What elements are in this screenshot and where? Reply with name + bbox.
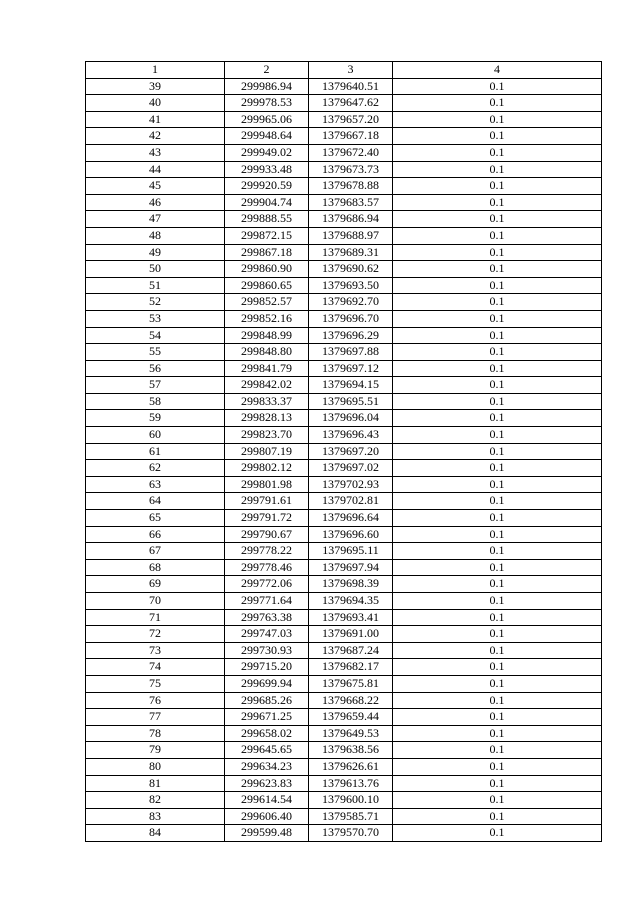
- table-cell-col-4: 0.1: [393, 144, 602, 161]
- table-cell-col-1: 41: [86, 111, 225, 128]
- table-cell-col-3: 1379668.22: [309, 692, 393, 709]
- table-cell-col-4: 0.1: [393, 460, 602, 477]
- table-cell-col-4: 0.1: [393, 792, 602, 809]
- table-cell-col-2: 299867.18: [225, 244, 309, 261]
- table-cell-col-3: 1379696.64: [309, 510, 393, 527]
- coordinates-table: [85, 61, 602, 842]
- table-cell-col-2: 299771.64: [225, 593, 309, 610]
- table-cell-col-2: 299852.16: [225, 310, 309, 327]
- table-cell-col-4: 0.1: [393, 526, 602, 543]
- table-row: [86, 95, 602, 112]
- table-cell-col-2: 299801.98: [225, 476, 309, 493]
- table-cell-col-1: 65: [86, 510, 225, 527]
- table-cell-col-1: 72: [86, 626, 225, 643]
- table-cell-col-2: 299671.25: [225, 709, 309, 726]
- table-row: [86, 510, 602, 527]
- table-cell-col-1: 67: [86, 543, 225, 560]
- table-cell-col-2: 299763.38: [225, 609, 309, 626]
- table-cell-col-3: 1379697.88: [309, 344, 393, 361]
- table-cell-col-3: 1379696.04: [309, 410, 393, 427]
- table-cell-col-3: 1379695.51: [309, 393, 393, 410]
- table-row: [86, 211, 602, 228]
- table-cell-col-3: 1379659.44: [309, 709, 393, 726]
- table-cell-col-4: 0.1: [393, 675, 602, 692]
- table-cell-col-2: 299730.93: [225, 642, 309, 659]
- table-cell-col-4: 0.1: [393, 227, 602, 244]
- table-row: [86, 576, 602, 593]
- table-cell-col-3: 1379675.81: [309, 675, 393, 692]
- table-cell-col-3: 1379600.10: [309, 792, 393, 809]
- table-cell-col-3: 1379697.94: [309, 559, 393, 576]
- table-cell-col-3: 1379697.02: [309, 460, 393, 477]
- table-cell-col-3: 1379692.70: [309, 294, 393, 311]
- table-cell-col-2: 299634.23: [225, 758, 309, 775]
- table-cell-col-1: 83: [86, 808, 225, 825]
- table-cell-col-1: 76: [86, 692, 225, 709]
- table-cell-col-4: 0.1: [393, 211, 602, 228]
- table-cell-col-2: 299614.54: [225, 792, 309, 809]
- table-cell-col-4: 0.1: [393, 476, 602, 493]
- table-cell-col-3: 1379697.12: [309, 360, 393, 377]
- table-cell-col-2: 299823.70: [225, 427, 309, 444]
- table-cell-col-1: 66: [86, 526, 225, 543]
- table-cell-col-1: 52: [86, 294, 225, 311]
- table-cell-col-3: 1379696.70: [309, 310, 393, 327]
- table-cell-col-4: 0.1: [393, 161, 602, 178]
- table-cell-col-3: 1379691.00: [309, 626, 393, 643]
- table-row: [86, 758, 602, 775]
- table-cell-col-1: 55: [86, 344, 225, 361]
- table-cell-col-3: 1379702.93: [309, 476, 393, 493]
- table-row: [86, 642, 602, 659]
- table-row: [86, 377, 602, 394]
- table-cell-col-1: 49: [86, 244, 225, 261]
- table-cell-col-1: 77: [86, 709, 225, 726]
- table-row: [86, 261, 602, 278]
- table-cell-col-4: 0.1: [393, 393, 602, 410]
- table-cell-col-1: 46: [86, 194, 225, 211]
- table-cell-col-3: 1379694.15: [309, 377, 393, 394]
- table-cell-col-2: 299778.22: [225, 543, 309, 560]
- table-cell-col-2: 299965.06: [225, 111, 309, 128]
- table-cell-col-1: 42: [86, 128, 225, 145]
- table-cell-col-1: 68: [86, 559, 225, 576]
- table-cell-col-4: 0.1: [393, 626, 602, 643]
- table-cell-col-4: 0.1: [393, 543, 602, 560]
- table-cell-col-1: 45: [86, 178, 225, 195]
- table-cell-col-1: 69: [86, 576, 225, 593]
- table-cell-col-3: 1379702.81: [309, 493, 393, 510]
- table-cell-col-3: 1379693.50: [309, 277, 393, 294]
- table-row: [86, 227, 602, 244]
- table-cell-col-2: 299949.02: [225, 144, 309, 161]
- table-cell-col-3: 1379638.56: [309, 742, 393, 759]
- table-cell-col-1: 43: [86, 144, 225, 161]
- table-cell-col-1: 51: [86, 277, 225, 294]
- table-cell-col-1: 78: [86, 725, 225, 742]
- table-cell-col-1: 56: [86, 360, 225, 377]
- table-cell-col-4: 0.1: [393, 410, 602, 427]
- table-cell-col-3: 1379672.40: [309, 144, 393, 161]
- table-row: [86, 725, 602, 742]
- table-cell-col-2: 299778.46: [225, 559, 309, 576]
- table-cell-col-1: 79: [86, 742, 225, 759]
- table-cell-col-4: 0.1: [393, 360, 602, 377]
- table-row: [86, 460, 602, 477]
- table-cell-col-4: 0.1: [393, 344, 602, 361]
- table-cell-col-3: 1379626.61: [309, 758, 393, 775]
- column-header-1: 1: [86, 62, 225, 79]
- table-cell-col-1: 50: [86, 261, 225, 278]
- table-row: [86, 360, 602, 377]
- table-row: [86, 559, 602, 576]
- table-cell-col-4: 0.1: [393, 95, 602, 112]
- table-cell-col-1: 40: [86, 95, 225, 112]
- table-cell-col-3: 1379613.76: [309, 775, 393, 792]
- table-cell-col-4: 0.1: [393, 178, 602, 195]
- table-cell-col-1: 81: [86, 775, 225, 792]
- table-cell-col-1: 47: [86, 211, 225, 228]
- table-cell-col-4: 0.1: [393, 692, 602, 709]
- table-row: [86, 294, 602, 311]
- table-cell-col-4: 0.1: [393, 576, 602, 593]
- table-cell-col-2: 299852.57: [225, 294, 309, 311]
- table-cell-col-4: 0.1: [393, 758, 602, 775]
- table-cell-col-1: 80: [86, 758, 225, 775]
- table-cell-col-4: 0.1: [393, 642, 602, 659]
- table-cell-col-1: 70: [86, 593, 225, 610]
- table-row: [86, 659, 602, 676]
- table-cell-col-4: 0.1: [393, 443, 602, 460]
- table-header-row: [86, 62, 602, 79]
- table-cell-col-4: 0.1: [393, 427, 602, 444]
- table-cell-col-4: 0.1: [393, 659, 602, 676]
- table-cell-col-1: 71: [86, 609, 225, 626]
- table-cell-col-3: 1379697.20: [309, 443, 393, 460]
- table-row: [86, 244, 602, 261]
- table-cell-col-1: 64: [86, 493, 225, 510]
- table-cell-col-4: 0.1: [393, 742, 602, 759]
- table-row: [86, 775, 602, 792]
- table-cell-col-1: 74: [86, 659, 225, 676]
- table-cell-col-1: 57: [86, 377, 225, 394]
- column-header-2: 2: [225, 62, 309, 79]
- table-row: [86, 78, 602, 95]
- table-cell-col-2: 299828.13: [225, 410, 309, 427]
- table-cell-col-3: 1379570.70: [309, 825, 393, 842]
- table-cell-col-2: 299772.06: [225, 576, 309, 593]
- table-cell-col-4: 0.1: [393, 111, 602, 128]
- table-cell-col-4: 0.1: [393, 609, 602, 626]
- table-cell-col-3: 1379688.97: [309, 227, 393, 244]
- table-cell-col-2: 299685.26: [225, 692, 309, 709]
- table-row: [86, 742, 602, 759]
- table-cell-col-4: 0.1: [393, 510, 602, 527]
- table-cell-col-3: 1379585.71: [309, 808, 393, 825]
- table-row: [86, 493, 602, 510]
- table-row: [86, 808, 602, 825]
- table-row: [86, 543, 602, 560]
- table-cell-col-2: 299860.65: [225, 277, 309, 294]
- table-cell-col-1: 82: [86, 792, 225, 809]
- table-cell-col-2: 299933.48: [225, 161, 309, 178]
- table-cell-col-3: 1379667.18: [309, 128, 393, 145]
- table-cell-col-3: 1379686.94: [309, 211, 393, 228]
- table-cell-col-2: 299623.83: [225, 775, 309, 792]
- table-cell-col-3: 1379673.73: [309, 161, 393, 178]
- table-cell-col-4: 0.1: [393, 825, 602, 842]
- table-cell-col-4: 0.1: [393, 244, 602, 261]
- column-header-4: 4: [393, 62, 602, 79]
- table-row: [86, 178, 602, 195]
- table-row: [86, 277, 602, 294]
- table-cell-col-4: 0.1: [393, 261, 602, 278]
- table-cell-col-3: 1379695.11: [309, 543, 393, 560]
- table-row: [86, 327, 602, 344]
- table-row: [86, 194, 602, 211]
- table-cell-col-3: 1379689.31: [309, 244, 393, 261]
- table-cell-col-3: 1379657.20: [309, 111, 393, 128]
- table-cell-col-4: 0.1: [393, 194, 602, 211]
- table-cell-col-2: 299841.79: [225, 360, 309, 377]
- table-cell-col-4: 0.1: [393, 128, 602, 145]
- table-row: [86, 709, 602, 726]
- table-row: [86, 344, 602, 361]
- table-cell-col-2: 299904.74: [225, 194, 309, 211]
- table-cell-col-3: 1379698.39: [309, 576, 393, 593]
- table-cell-col-1: 53: [86, 310, 225, 327]
- table-cell-col-2: 299872.15: [225, 227, 309, 244]
- table-row: [86, 393, 602, 410]
- table-cell-col-1: 73: [86, 642, 225, 659]
- table-cell-col-1: 59: [86, 410, 225, 427]
- table-row: [86, 161, 602, 178]
- table-cell-col-2: 299978.53: [225, 95, 309, 112]
- table-cell-col-3: 1379640.51: [309, 78, 393, 95]
- table-cell-col-3: 1379678.88: [309, 178, 393, 195]
- table-cell-col-2: 299791.72: [225, 510, 309, 527]
- table-cell-col-3: 1379696.60: [309, 526, 393, 543]
- table-row: [86, 609, 602, 626]
- table-cell-col-2: 299833.37: [225, 393, 309, 410]
- table-cell-col-4: 0.1: [393, 277, 602, 294]
- table-cell-col-2: 299848.99: [225, 327, 309, 344]
- table-cell-col-2: 299807.19: [225, 443, 309, 460]
- table-cell-col-2: 299791.61: [225, 493, 309, 510]
- table-cell-col-1: 63: [86, 476, 225, 493]
- table-cell-col-4: 0.1: [393, 725, 602, 742]
- table-cell-col-2: 299790.67: [225, 526, 309, 543]
- table-cell-col-4: 0.1: [393, 559, 602, 576]
- table-cell-col-4: 0.1: [393, 709, 602, 726]
- table-cell-col-2: 299599.48: [225, 825, 309, 842]
- table-cell-col-2: 299747.03: [225, 626, 309, 643]
- table-cell-col-3: 1379683.57: [309, 194, 393, 211]
- table-cell-col-1: 48: [86, 227, 225, 244]
- table-row: [86, 626, 602, 643]
- table-cell-col-2: 299802.12: [225, 460, 309, 477]
- table-cell-col-4: 0.1: [393, 377, 602, 394]
- table-row: [86, 128, 602, 145]
- table-cell-col-3: 1379647.62: [309, 95, 393, 112]
- table-row: [86, 427, 602, 444]
- table-cell-col-1: 75: [86, 675, 225, 692]
- table-row: [86, 675, 602, 692]
- table-cell-col-4: 0.1: [393, 294, 602, 311]
- table-cell-col-4: 0.1: [393, 775, 602, 792]
- table-row: [86, 310, 602, 327]
- table-row: [86, 410, 602, 427]
- table-cell-col-1: 62: [86, 460, 225, 477]
- table-cell-col-4: 0.1: [393, 593, 602, 610]
- table-cell-col-3: 1379694.35: [309, 593, 393, 610]
- table-cell-col-2: 299658.02: [225, 725, 309, 742]
- table-row: [86, 692, 602, 709]
- table-row: [86, 476, 602, 493]
- table-row: [86, 792, 602, 809]
- table-cell-col-2: 299920.59: [225, 178, 309, 195]
- table-row: [86, 593, 602, 610]
- table-cell-col-2: 299645.65: [225, 742, 309, 759]
- table-cell-col-1: 39: [86, 78, 225, 95]
- table-cell-col-3: 1379687.24: [309, 642, 393, 659]
- table-cell-col-3: 1379696.29: [309, 327, 393, 344]
- table-cell-col-1: 84: [86, 825, 225, 842]
- table-cell-col-3: 1379649.53: [309, 725, 393, 742]
- table-cell-col-2: 299606.40: [225, 808, 309, 825]
- table-cell-col-4: 0.1: [393, 327, 602, 344]
- table-cell-col-1: 54: [86, 327, 225, 344]
- table-cell-col-3: 1379682.17: [309, 659, 393, 676]
- table-cell-col-4: 0.1: [393, 493, 602, 510]
- table-cell-col-3: 1379693.41: [309, 609, 393, 626]
- table-cell-col-2: 299842.02: [225, 377, 309, 394]
- table-cell-col-3: 1379690.62: [309, 261, 393, 278]
- table-cell-col-2: 299888.55: [225, 211, 309, 228]
- table-cell-col-2: 299948.64: [225, 128, 309, 145]
- table-cell-col-2: 299860.90: [225, 261, 309, 278]
- column-header-3: 3: [309, 62, 393, 79]
- table-cell-col-4: 0.1: [393, 78, 602, 95]
- table-cell-col-3: 1379696.43: [309, 427, 393, 444]
- table-cell-col-2: 299715.20: [225, 659, 309, 676]
- table-cell-col-2: 299848.80: [225, 344, 309, 361]
- table-body: [86, 78, 602, 841]
- table-row: [86, 111, 602, 128]
- table-row: [86, 526, 602, 543]
- table-cell-col-1: 58: [86, 393, 225, 410]
- table-row: [86, 443, 602, 460]
- table-cell-col-1: 60: [86, 427, 225, 444]
- table-cell-col-2: 299699.94: [225, 675, 309, 692]
- table-cell-col-4: 0.1: [393, 310, 602, 327]
- table-row: [86, 825, 602, 842]
- table-cell-col-1: 61: [86, 443, 225, 460]
- table-cell-col-2: 299986.94: [225, 78, 309, 95]
- table-row: [86, 144, 602, 161]
- table-cell-col-1: 44: [86, 161, 225, 178]
- table-cell-col-4: 0.1: [393, 808, 602, 825]
